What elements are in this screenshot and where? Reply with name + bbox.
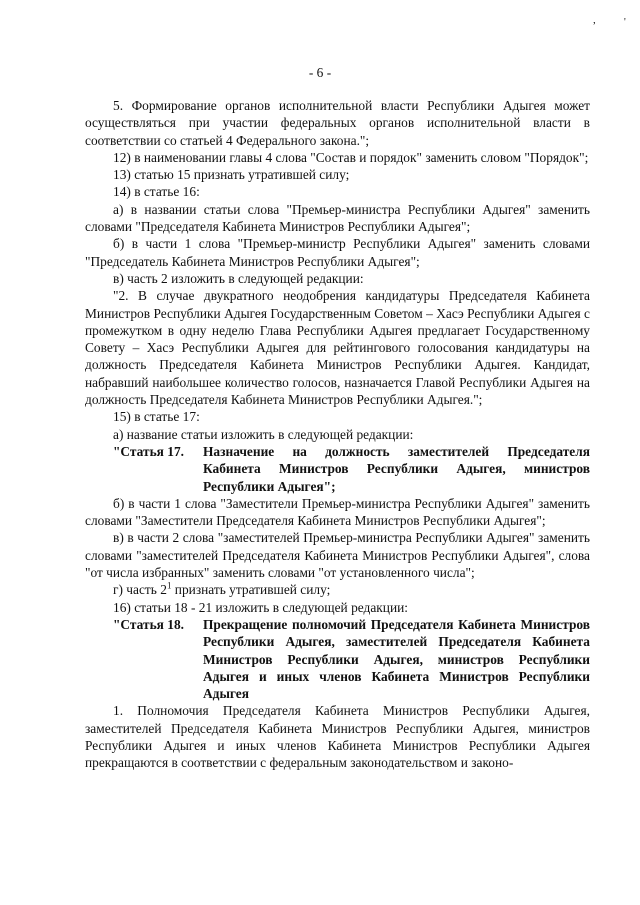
scan-mark: , xyxy=(593,14,596,26)
paragraph: 15) в статье 17: xyxy=(113,409,200,425)
article-label: "Статья 17. xyxy=(113,443,185,459)
paragraph: 12) в наименовании главы 4 слова "Состав и порядок" заменить словом "Порядок"; xyxy=(113,149,589,165)
paragraph: 16) статьи 18 - 21 изложить в следующей редакции: xyxy=(113,599,409,615)
paragraph-text: признать утратившей силу; xyxy=(171,582,331,598)
paragraph: 13) статью 15 признать утратившей силу; xyxy=(113,167,350,183)
paragraph xyxy=(85,581,590,598)
page-number: - 6 - xyxy=(308,65,332,80)
superscript: 1 xyxy=(166,580,172,591)
paragraph: 5. Формирование органов исполнительной власти Республики Адыгея может осуществляться при участии федеральных органов исполнительной власти в соответствии со статьей 4 Федерального закона."; xyxy=(85,98,590,148)
document-body xyxy=(85,97,590,772)
article-title: Прекращение полномочий Председателя Кабинета Министров Республики Адыгея, заместителей Председателя Кабинета Министров Республики Адыгея, министров Республики Адыгея и иных членов Кабинета Министров Республики Адыгея xyxy=(203,616,590,702)
paragraph: а) в названии статьи слова "Премьер-министра Республики Адыгея" заменить словами "Председателя Кабинета Министров Республики Адыгея"; xyxy=(85,201,590,235)
article-title: Назначение на должность заместителей Председателя Кабинета Министров Республики Адыгея, министров Республики Адыгея"; xyxy=(203,443,590,494)
article-18-heading xyxy=(85,616,590,702)
paragraph: 14) в статье 16: xyxy=(113,184,200,200)
paragraph: в) часть 2 изложить в следующей редакции: xyxy=(113,270,364,286)
article-label: "Статья 18. xyxy=(113,616,185,632)
scan-mark: ' xyxy=(624,17,626,28)
paragraph: 1. Полномочия Председателя Кабинета Министров Республики Адыгея, заместителей Председателя Кабинета Министров Республики Адыгея, министров Республики Адыгея и иных членов Кабинета Министров Республики Адыгея прекращаются в соответствии с федеральным законодательством и законо- xyxy=(85,703,590,771)
paragraph: "2. В случае двукратного неодобрения кандидатуры Председателя Кабинета Министров Республики Адыгея Государственным Советом – Хасэ Республики Адыгея с промежутком в одну неделю Глава Республики Адыгея предлагает Государственному Совету – Хасэ Республики Адыгея для рейтингового голосования кандидатуры на должность Председателя Кабинета Министров Республики Адыгея. Кандидат, набравший наибольшее количество голосов, назначается Главой Республики Адыгея на должность Председателя Кабинета Министров Республики Адыгея."; xyxy=(85,288,590,408)
paragraph: б) в части 1 слова "Премьер-министр Республики Адыгея" заменить словами "Председатель Кабинета Министров Республики Адыгея"; xyxy=(85,236,590,269)
paragraph: а) название статьи изложить в следующей редакции: xyxy=(113,426,414,442)
paragraph: в) в части 2 слова "заместителей Премьер-министра Республики Адыгея" заменить словами "заместителей Председателя Кабинета Министров Республики Адыгея", слова "от числа избранных" заменить словами "от установленного числа"; xyxy=(85,530,590,581)
paragraph: б) в части 1 слова "Заместители Премьер-министра Республики Адыгея" заменить словами "Заместители Председателя Кабинета Министров Республики Адыгея"; xyxy=(85,495,590,529)
article-17-heading xyxy=(85,443,590,495)
paragraph-text: г) часть 2 xyxy=(113,582,167,598)
